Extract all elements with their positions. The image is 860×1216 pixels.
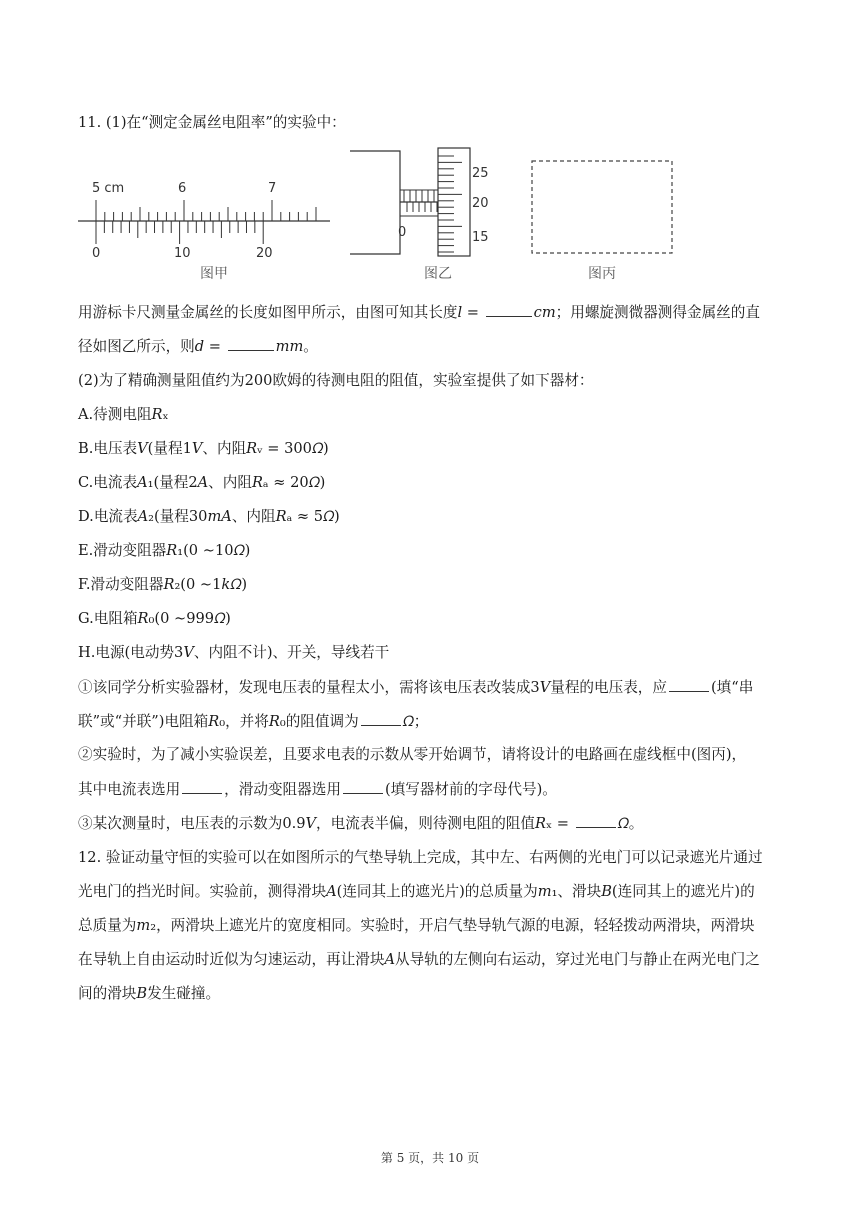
frame <box>350 151 400 254</box>
vernier-label-0: 0 <box>92 246 101 261</box>
step1-line2: 联”或“并联”)电阻箱𝑅₀，并将𝑅₀的阻值调为 𝛺； <box>78 713 429 730</box>
answer-blank-rheostat[interactable] <box>343 779 383 794</box>
item-c: C.电流表𝐴₁(量程2𝐴、内阻𝑅ₐ ≈ 20𝛺) <box>78 474 326 491</box>
figure-circuit-box <box>528 158 678 287</box>
q11-part2-intro: (2)为了精确测量阻值约为200欧姆的待测电阻的阻值，实验室提供了如下器材： <box>78 372 594 389</box>
main-label-7: 7 <box>268 181 277 196</box>
item-g: G.电阻箱𝑅₀(0 ∼999𝛺) <box>78 610 231 627</box>
page-footer: 第 5 页，共 10 页 <box>380 1151 480 1165</box>
answer-blank-length[interactable] <box>486 302 532 317</box>
q12-line1: 12. 验证动量守恒的实验可以在如图所示的气垫导轨上完成，其中左、右两侧的光电门可以记录遮光片通过 <box>78 849 763 866</box>
vernier-ticks <box>96 221 263 244</box>
sleeve-ticks <box>404 190 437 212</box>
vernier-label-20: 20 <box>256 246 273 261</box>
step2-line2: 其中电流表选用 ，滑动变阻器选用 (填写器材前的字母代号)。 <box>78 781 557 798</box>
main-scale-ticks <box>96 200 316 221</box>
answer-blank-rx[interactable] <box>576 813 616 828</box>
main-label-5cm: 5 cm <box>92 181 125 196</box>
q11-part1-line2: 径如图乙所示，则𝑑 = 𝑚𝑚。 <box>78 338 318 355</box>
answer-blank-ammeter[interactable] <box>182 779 222 794</box>
q12-line5: 间的滑块𝐵发生碰撞。 <box>78 985 221 1002</box>
q12-line4: 在导轨上自由运动时近似为匀速运动，再让滑块𝐴从导轨的左侧向右运动，穿过光电门与静止在两光电门之 <box>78 951 760 968</box>
q11-part1-line1: 用游标卡尺测量金属丝的长度如图甲所示，由图可知其长度𝑙 = 𝑐𝑚；用螺旋测微器测得金属丝的直 <box>78 304 760 321</box>
caption-jia: 图甲 <box>200 266 228 282</box>
thimble <box>438 148 470 256</box>
answer-blank-diameter[interactable] <box>228 336 274 351</box>
step2-line1: ②实验时，为了减小实验误差，且要求电表的示数从零开始调节，请将设计的电路画在虚线框中(图丙)， <box>78 746 747 763</box>
sleeve-label-0: 0 <box>398 225 407 240</box>
item-a: A.待测电阻𝑅ₓ <box>78 406 169 423</box>
dashed-box <box>532 161 672 253</box>
answer-blank-connection[interactable] <box>669 677 709 692</box>
answer-blank-r0[interactable] <box>361 711 401 726</box>
caption-bing: 图丙 <box>588 266 616 282</box>
step1-line1: ①该同学分析实验器材，发现电压表的量程太小，需将该电压表改装成3𝑉量程的电压表，应 (填“串 <box>78 679 754 696</box>
item-b: B.电压表𝑉(量程1𝑉、内阻𝑅ᵥ = 300𝛺) <box>78 440 329 457</box>
item-d: D.电流表𝐴₂(量程30𝑚𝐴、内阻𝑅ₐ ≈ 5𝛺) <box>78 508 340 525</box>
item-e: E.滑动变阻器𝑅₁(0 ∼10𝛺) <box>78 542 251 559</box>
vernier-label-10: 10 <box>174 246 191 261</box>
main-label-6: 6 <box>178 181 187 196</box>
q11-title: 11. (1)在“测定金属丝电阻率”的实验中： <box>78 114 346 131</box>
caption-yi: 图乙 <box>424 266 452 282</box>
q12-line2: 光电门的挡光时间。实验前，测得滑块𝐴(连同其上的遮光片)的总质量为𝑚₁、滑块𝐵(连同其上的遮光片)的 <box>78 883 755 900</box>
item-h: H.电源(电动势3𝑉、内阻不计)、开关，导线若干 <box>78 644 390 661</box>
step3-line: ③某次测量时，电压表的示数为0.9𝑉，电流表半偏，则待测电阻的阻值𝑅ₓ = 𝛺。 <box>78 815 644 832</box>
figure-vernier-caliper <box>78 172 332 287</box>
thimble-label-25: 25 <box>472 166 489 181</box>
figure-micrometer <box>350 146 510 287</box>
q12-line3: 总质量为𝑚₂，两滑块上遮光片的宽度相同。实验时，开启气垫导轨气源的电源，轻轻拨动两滑块，两滑块 <box>78 917 755 934</box>
thimble-label-20: 20 <box>472 196 489 211</box>
item-f: F.滑动变阻器𝑅₂(0 ∼1𝑘𝛺) <box>78 576 248 593</box>
thimble-label-15: 15 <box>472 230 489 245</box>
